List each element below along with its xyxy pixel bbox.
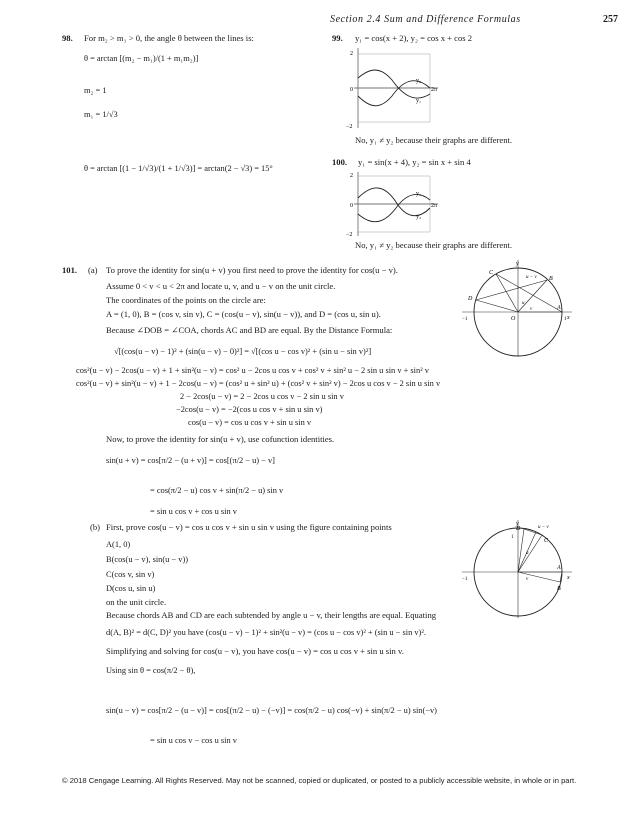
part-b-using: Using sin θ = cos(π/2 − θ), bbox=[106, 666, 196, 675]
difference-identity-line2: = sin u cos v − cos u sin v bbox=[150, 736, 237, 745]
problem-99-conclusion: No, y₁ ≠ y₂ because their graphs are different. bbox=[355, 135, 513, 145]
fig2-angle-u: u bbox=[526, 551, 529, 556]
part-b-line1: First, prove cos(u − v) = cos u cos v + sin u sin v using the figure containing points bbox=[106, 522, 392, 532]
fig1-label-d: D bbox=[468, 296, 473, 302]
sum-identity-line3: = sin u cos v + cos u sin v bbox=[150, 507, 237, 516]
graph100-label-b: y₂ bbox=[416, 214, 422, 220]
fig1-x-label: x bbox=[567, 315, 570, 321]
graph99-zero: 0 bbox=[350, 87, 353, 93]
fig1-angle-uv: u − v bbox=[526, 275, 537, 280]
fig1-y-label: y bbox=[516, 261, 519, 267]
difference-identity-line1: sin(u − v) = cos[π/2 − (u − v)] = cos[(π/2 − u) − (−v)] = cos(π/2 − u) cos(−v) + sin(π/2 − u) sin(−v) bbox=[106, 706, 437, 715]
fig2-x-label: x bbox=[567, 575, 570, 581]
part-b-line2: on the unit circle. bbox=[106, 597, 167, 607]
fig1-label-a: A bbox=[557, 305, 561, 311]
graph100-zero: 0 bbox=[350, 203, 353, 209]
unit-circle-figure-a bbox=[456, 256, 576, 358]
fig1-neg-one: −1 bbox=[462, 317, 468, 322]
section-header: Section 2.4 Sum and Difference Formulas bbox=[330, 14, 521, 25]
derivation-line4: 2 − 2cos(u − v) = 2 − 2cos u cos v − 2 sin u sin v bbox=[180, 392, 344, 401]
graph99-label-a: y₂ bbox=[416, 78, 422, 84]
part-b-label: (b) bbox=[90, 522, 101, 532]
copyright-footer: © 2018 Cengage Learning. All Rights Reserved. May not be scanned, copied or duplicated, or posted to a publicly accessible website, in whole or in part. bbox=[62, 776, 577, 785]
graph99-ymin: −2 bbox=[346, 124, 353, 130]
part-a-coordinates: A = (1, 0), B = (cos v, sin v), C = (cos(u − v), sin(u − v)), and D = (cos u, sin u). bbox=[106, 309, 381, 319]
graph99-xend: 2π bbox=[431, 87, 438, 93]
point-d: D(cos u, sin u) bbox=[106, 584, 156, 593]
graph100-label-a: y₁ bbox=[416, 191, 422, 197]
part-b-line3: Because chords AB and CD are each subtended by angle u − v, their lengths are equal. Equating bbox=[106, 610, 437, 620]
fig1-angle-u: u bbox=[522, 301, 525, 306]
derivation-line5: −2cos(u − v) = −2(cos u cos v + sin u sin v) bbox=[176, 405, 323, 414]
fig2-neg-one: −1 bbox=[462, 577, 468, 582]
graph100-ymax: 2 bbox=[350, 173, 353, 179]
part-a-cofunction-intro: Now, to prove the identity for sin(u + v), use cofunction identities. bbox=[106, 434, 335, 444]
problem-98-result: θ = arctan [(1 − 1/√3)/(1 + 1/√3)] = arctan(2 − √3) = 15° bbox=[84, 164, 273, 173]
part-a-line2: Assume 0 < v < u < 2π and locate u, v, and u − v on the unit circle. bbox=[106, 281, 336, 291]
unit-circle-figure-b bbox=[456, 516, 576, 620]
fig2-y-label: y bbox=[516, 521, 519, 527]
fig2-one: 1 bbox=[511, 535, 514, 540]
graph99-ymax: 2 bbox=[350, 51, 353, 57]
problem-98-intro: For m₂ > m₁ > 0, the angle θ between the lines is: bbox=[84, 33, 254, 43]
graph99-label-b: y₁ bbox=[416, 98, 422, 104]
fig2-label-d: D bbox=[516, 526, 521, 532]
graph100-xend: 2π bbox=[431, 203, 438, 209]
part-b-simplify: Simplifying and solving for cos(u − v), you have cos(u − v) = cos u cos v + sin u sin v. bbox=[106, 646, 404, 656]
fig1-label-b: B bbox=[549, 276, 553, 282]
problem-99-statement: y₁ = cos(x + 2), y₂ = cos x + cos 2 bbox=[355, 33, 473, 43]
page-number: 257 bbox=[603, 14, 618, 25]
fig2-label-a: A bbox=[557, 565, 561, 571]
fig1-angle-v: v bbox=[530, 307, 533, 312]
fig2-label-c: C bbox=[544, 538, 549, 544]
fig1-label-o: O bbox=[511, 316, 516, 322]
graph100-ymin: −2 bbox=[346, 232, 353, 238]
part-b-equating: d(A, B)² = d(C, D)² you have (cos(u − v) − 1)² + sin²(u − v) = (cos u − cos v)² + (sin u − sin v)². bbox=[106, 628, 426, 637]
derivation-line3: cos²(u − v) + sin²(u − v) + 1 − 2cos(u − v) = (cos² u + sin² u) + (cos² v + sin² v) − 2cos u cos v − 2 sin u sin v bbox=[76, 379, 441, 388]
sum-identity-line2: = cos(π/2 − u) cos v + sin(π/2 − u) sin v bbox=[150, 486, 284, 495]
fig1-one: 1 bbox=[564, 317, 567, 322]
fig2-angle-v: v bbox=[526, 577, 529, 582]
problem-100-number: 100. bbox=[332, 157, 348, 167]
problem-99-number: 99. bbox=[332, 33, 343, 43]
problem-98-m2: m₂ = 1 bbox=[84, 86, 107, 95]
problem-100-conclusion: No, y₁ ≠ y₂ because their graphs are different. bbox=[355, 240, 513, 250]
derivation-line1: √[(cos(u − v) − 1)² + (sin(u − v) − 0)²] = √[(cos u − cos v)² + (sin u − sin v)²] bbox=[114, 347, 372, 356]
derivation-line2: cos²(u − v) − 2cos(u − v) + 1 + sin²(u − v) = cos² u − 2cos u cos v + cos² v + sin² u − 2 sin u sin v + sin² v bbox=[76, 366, 429, 375]
part-a-line3: The coordinates of the points on the circle are: bbox=[106, 295, 266, 305]
problem-101-number: 101. bbox=[62, 265, 78, 275]
problem-98-formula: θ = arctan [(m₂ − m₁)/(1 + m₁m₂)] bbox=[84, 54, 199, 63]
point-c: C(cos v, sin v) bbox=[106, 570, 155, 579]
sum-identity-line1: sin(u + v) = cos[π/2 − (u + v)] = cos[(π/2 − u) − v] bbox=[106, 456, 275, 465]
fig2-angle-uv: u − v bbox=[538, 525, 549, 530]
problem-98-number: 98. bbox=[62, 33, 73, 43]
point-a: A(1, 0) bbox=[106, 540, 131, 549]
part-a-label: (a) bbox=[88, 265, 98, 275]
problem-100-graph bbox=[340, 168, 440, 238]
problem-99-graph bbox=[340, 44, 440, 130]
part-a-line1: To prove the identity for sin(u + v) you first need to prove the identity for cos(u − v). bbox=[106, 265, 398, 275]
fig2-label-b: B bbox=[557, 586, 561, 592]
problem-98-m1: m₁ = 1/√3 bbox=[84, 110, 118, 119]
point-b: B(cos(u − v), sin(u − v)) bbox=[106, 555, 189, 564]
problem-100-statement: y₁ = sin(x + 4), y₂ = sin x + sin 4 bbox=[358, 157, 471, 167]
part-a-line5: Because ∠DOB = ∠COA, chords AC and BD are equal. By the Distance Formula: bbox=[106, 325, 393, 335]
derivation-line6: cos(u − v) = cos u cos v + sin u sin v bbox=[188, 418, 312, 427]
fig1-label-c: C bbox=[489, 270, 494, 276]
